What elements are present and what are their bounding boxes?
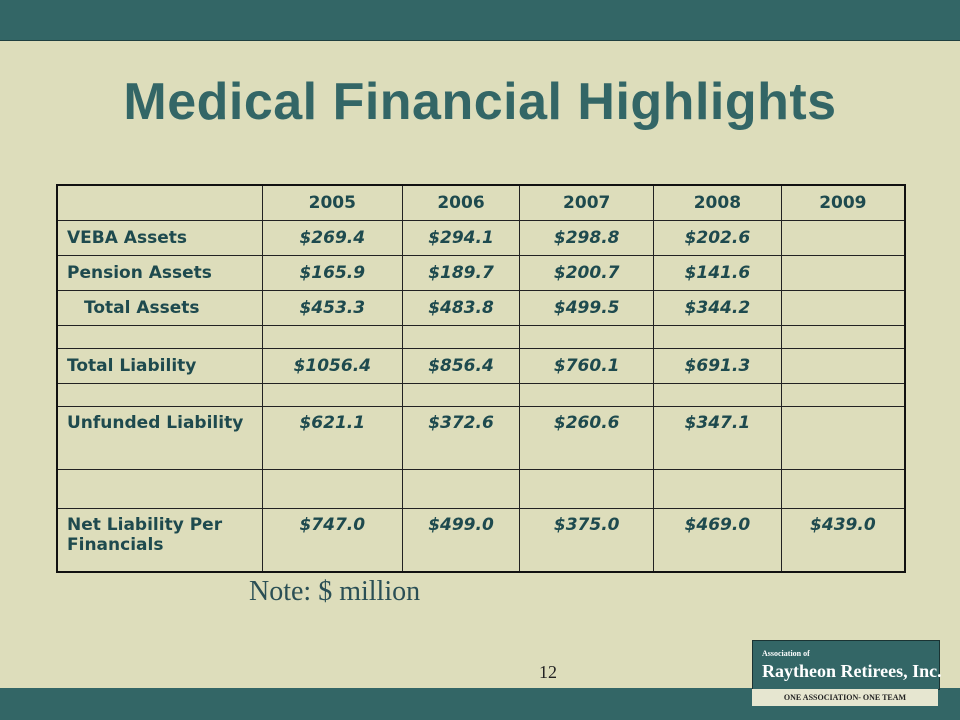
table-cell: $691.3 [654, 349, 782, 384]
table-header-row [57, 185, 905, 221]
table-cell: $344.2 [654, 291, 782, 326]
table-cell: $298.8 [520, 221, 654, 256]
blank-row [57, 470, 905, 509]
table-cell [781, 407, 905, 470]
table-cell: $200.7 [520, 256, 654, 291]
row-label: Pension Assets [57, 256, 262, 291]
table-cell: $439.0 [781, 509, 905, 573]
row-label: Total Assets [57, 291, 262, 326]
table-cell: $499.0 [402, 509, 520, 573]
logo-small-text: Association of [762, 649, 810, 658]
row-label: Net Liability Per Financials [57, 509, 262, 573]
table-cell: $856.4 [402, 349, 520, 384]
table-cell: $469.0 [654, 509, 782, 573]
blank-row [57, 326, 905, 349]
table-cell: $269.4 [262, 221, 402, 256]
units-note: Note: $ million [249, 576, 421, 607]
table-cell: $372.6 [402, 407, 520, 470]
year-header: 2009 [781, 185, 905, 221]
year-header: 2007 [520, 185, 654, 221]
logo-big-text: Raytheon Retirees, Inc. [762, 661, 942, 681]
table-row [57, 291, 905, 326]
table-cell: $202.6 [654, 221, 782, 256]
table-row [57, 256, 905, 291]
table-cell: $260.6 [520, 407, 654, 470]
table-row [57, 221, 905, 256]
year-header: 2008 [654, 185, 782, 221]
table-cell: $347.1 [654, 407, 782, 470]
row-label: Total Liability [57, 349, 262, 384]
table-cell: $141.6 [654, 256, 782, 291]
table-cell [781, 291, 905, 326]
financial-table [56, 184, 906, 573]
logo-tagline: ONE ASSOCIATION- ONE TEAM [752, 689, 938, 706]
raytheon-retirees-logo [752, 640, 940, 690]
page-title: Medical Financial Highlights [123, 73, 837, 131]
table-row [57, 349, 905, 384]
table-cell: $375.0 [520, 509, 654, 573]
row-label: VEBA Assets [57, 221, 262, 256]
table-cell: $760.1 [520, 349, 654, 384]
table-cell: $621.1 [262, 407, 402, 470]
table-cell [781, 349, 905, 384]
table-row [57, 407, 905, 470]
table-cell: $499.5 [520, 291, 654, 326]
top-bar [0, 0, 960, 41]
table-cell: $453.3 [262, 291, 402, 326]
table-cell: $483.8 [402, 291, 520, 326]
year-header: 2006 [402, 185, 520, 221]
table-cell: $189.7 [402, 256, 520, 291]
row-label: Unfunded Liability [57, 407, 262, 470]
table-row [57, 509, 905, 573]
table-cell: $747.0 [262, 509, 402, 573]
table-cell: $294.1 [402, 221, 520, 256]
table-cell: $1056.4 [262, 349, 402, 384]
header-empty-cell [57, 185, 262, 221]
table-cell: $165.9 [262, 256, 402, 291]
blank-row [57, 384, 905, 407]
year-header: 2005 [262, 185, 402, 221]
table-cell [781, 256, 905, 291]
table-cell [781, 221, 905, 256]
page-number: 12 [539, 662, 557, 682]
